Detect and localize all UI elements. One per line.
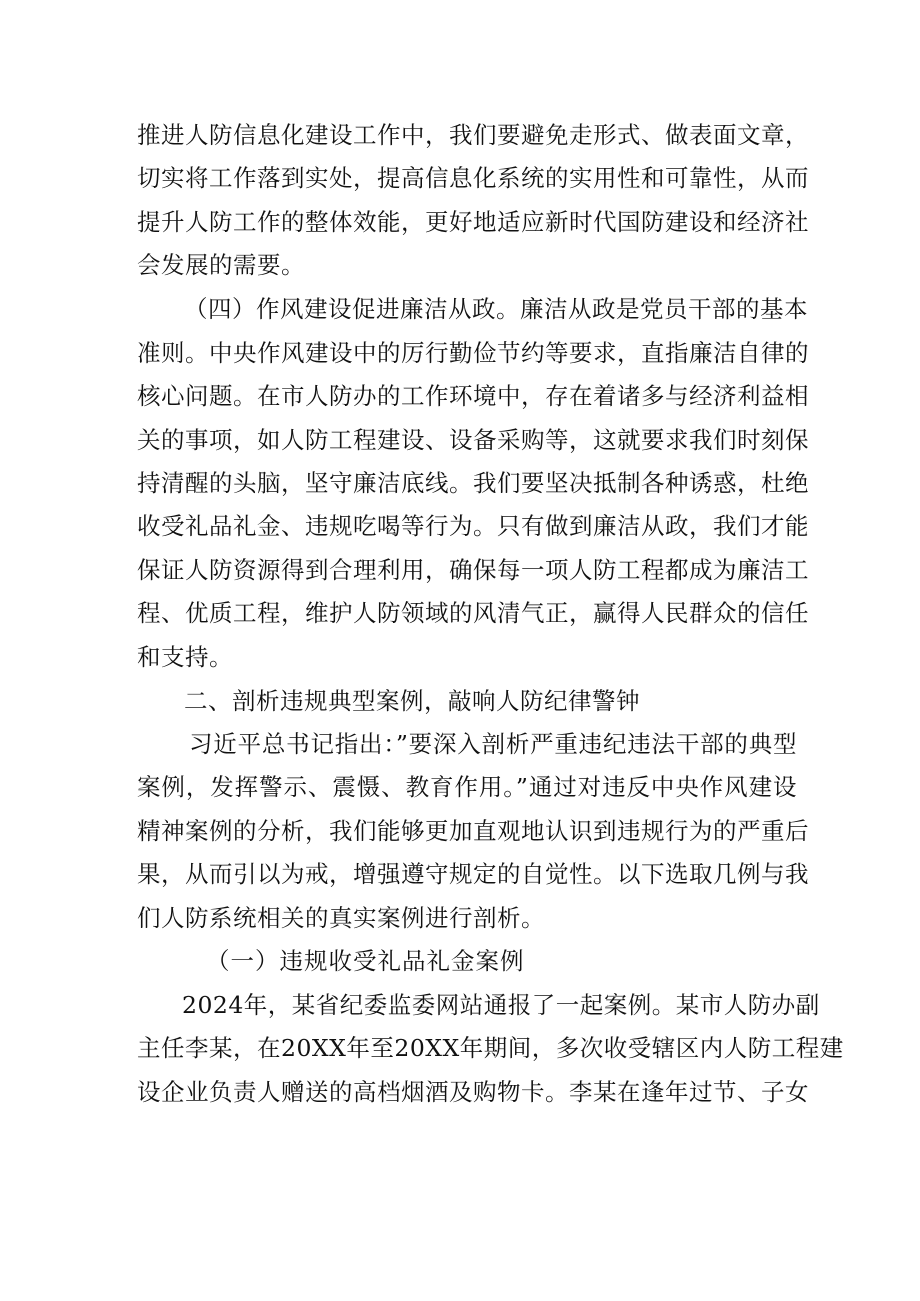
body-text-line: 程、优质工程，维护人防领域的风清气正，赢得人民群众的信任	[137, 599, 809, 627]
body-text-line: 核心问题。在市人防办的工作环境中，存在着诸多与经济利益相	[137, 382, 809, 410]
body-text-line: 案例，发挥警示、震慑、教育作用。”通过对违反中央作风建设	[137, 773, 797, 801]
body-text-line: 切实将工作落到实处，提高信息化系统的实用性和可靠性，从而	[137, 164, 809, 192]
body-text-line: 收受礼品礼金、违规吃喝等行为。只有做到廉洁从政，我们才能	[137, 512, 809, 540]
body-text-line: 果，从而引以为戒，增强遵守规定的自觉性。以下选取几例与我	[137, 860, 809, 888]
section-heading: 二、剖析违规典型案例，敲响人防纪律警钟	[184, 687, 640, 715]
body-text-line: 提升人防工作的整体效能，更好地适应新时代国防建设和经济社	[137, 208, 809, 236]
body-text-line: 设企业负责人赠送的高档烟酒及购物卡。李某在逢年过节、子女	[137, 1078, 809, 1106]
body-text-line: 精神案例的分析，我们能够更加直观地认识到违规行为的严重后	[137, 817, 809, 845]
body-text-line: 2024年，某省纪委监委网站通报了一起案例。某市人防办副	[182, 991, 820, 1019]
body-text-line: 关的事项，如人防工程建设、设备采购等，这就要求我们时刻保	[137, 426, 809, 454]
body-text-line: 持清醒的头脑，坚守廉洁底线。我们要坚决抵制各种诱惑，杜绝	[137, 469, 809, 497]
body-text-line: 准则。中央作风建设中的厉行勤俭节约等要求，直指廉洁自律的	[137, 339, 809, 367]
body-text-line: 习近平总书记指出：”要深入剖析严重违纪违法干部的典型	[189, 730, 797, 758]
case-subheading: （一）违规收受礼品礼金案例	[206, 947, 525, 975]
body-text-line: 主任李某，在20XX年至20XX年期间，多次收受辖区内人防工程建	[137, 1034, 844, 1062]
body-text-line: 保证人防资源得到合理利用，确保每一项人防工程都成为廉洁工	[137, 556, 809, 584]
body-text-line: 推进人防信息化建设工作中，我们要避免走形式、做表面文章，	[137, 121, 809, 149]
body-text-line: 和支持。	[137, 643, 233, 671]
body-text-line: 会发展的需要。	[137, 251, 305, 279]
body-text-line: （四）作风建设促进廉洁从政。廉洁从政是党员干部的基本	[184, 295, 808, 323]
body-text-line: 们人防系统相关的真实案例进行剖析。	[137, 904, 545, 932]
